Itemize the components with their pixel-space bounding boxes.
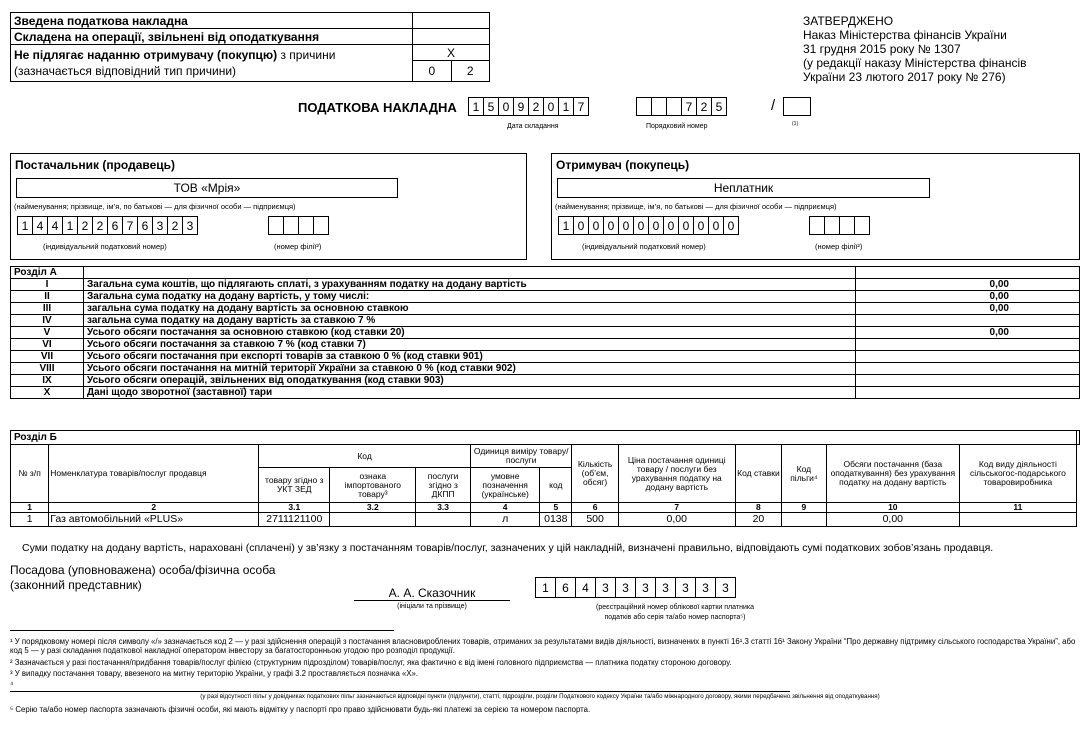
supplier-ipn-digit[interactable]: 7 bbox=[122, 216, 138, 235]
section-a-row-text: Загальна сума коштів, що підлягають сплаті, з урахуванням податку на додану вартість bbox=[84, 279, 856, 291]
footnote-4-mark: ⁴ bbox=[10, 680, 14, 689]
caption-line: (реєстраційний номер облікової картки платника bbox=[596, 604, 754, 611]
goods-cell-activity[interactable] bbox=[959, 513, 1076, 527]
number-digit-cell[interactable] bbox=[666, 97, 682, 116]
col-rate-header: Код ставки bbox=[735, 445, 782, 503]
signatory-id-digit[interactable]: 3 bbox=[615, 577, 636, 598]
signatory-id-digit[interactable]: 4 bbox=[575, 577, 596, 598]
section-a-row-num: IX bbox=[11, 375, 84, 387]
number-slash: / bbox=[771, 97, 776, 114]
col-unit-header: Одиниця виміру товару/послуги bbox=[471, 445, 572, 468]
reason-digit-2[interactable]: 2 bbox=[451, 61, 489, 82]
spacer bbox=[1076, 445, 1079, 503]
section-a-row-value[interactable] bbox=[856, 387, 1080, 399]
footnote-3: ³ У випадку постачання товару, ввезеного на митну територію України, у графі 3.2 проставляється позначка «Х». bbox=[10, 669, 419, 678]
buyer-ipn-digit[interactable]: 0 bbox=[648, 216, 664, 235]
footnote-divider bbox=[10, 630, 394, 631]
goods-cell-uktzed[interactable]: 2711121100 bbox=[259, 513, 330, 527]
supplier-ipn-caption: (індивідуальний податковий номер) bbox=[43, 242, 167, 251]
signatory-id-digit[interactable]: 3 bbox=[635, 577, 656, 598]
section-a-row-num: X bbox=[11, 387, 84, 399]
section-a-row bbox=[11, 327, 1080, 339]
goods-cell-unit-code[interactable]: 0138 bbox=[540, 513, 572, 527]
section-a-row-value[interactable] bbox=[856, 339, 1080, 351]
section-a-row-value[interactable] bbox=[856, 363, 1080, 375]
branch-cell[interactable] bbox=[283, 216, 299, 235]
statement-text: Суми податку на додану вартість, нараховані (сплачені) у зв’язку з постачанням товарів/послуг, зазначених у цій накладній, визначені правильно, відповідають сумі податкових зобов’язань продавця. bbox=[22, 542, 994, 554]
col-uktzed-header: товару згідно з УКТ ЗЕД bbox=[259, 468, 330, 503]
number-footnote-mark: (1) bbox=[792, 121, 799, 127]
section-a-row-num: II bbox=[11, 291, 84, 303]
section-a-row bbox=[11, 363, 1080, 375]
section-b-title-blank bbox=[1076, 431, 1079, 445]
section-a-row bbox=[11, 303, 1080, 315]
col-activity-header: Код виду діяльності сільськогос-подарського товаровиробника bbox=[959, 445, 1076, 503]
col-benefit-header: Код пільги⁴ bbox=[782, 445, 826, 503]
signatory-name-caption: (ініціали та прізвище) bbox=[397, 603, 467, 610]
number-suffix-cell[interactable] bbox=[783, 97, 811, 116]
number-digit-cell[interactable]: 5 bbox=[711, 97, 727, 116]
column-number: 7 bbox=[618, 503, 735, 513]
date-digit-cell[interactable]: 0 bbox=[498, 97, 514, 116]
buyer-ipn-digit[interactable]: 0 bbox=[633, 216, 649, 235]
column-number: 2 bbox=[49, 503, 259, 513]
not-given-label: Не підлягає наданню отримувачу (покупцю) з причини (зазначається відповідний тип причини) bbox=[11, 45, 413, 82]
col-num-header: № з/п bbox=[11, 445, 49, 503]
column-number: 9 bbox=[782, 503, 826, 513]
consolidated-label: Зведена податкова накладна bbox=[11, 13, 413, 29]
section-a-header-blank bbox=[856, 267, 1080, 279]
section-a-row-value[interactable] bbox=[856, 351, 1080, 363]
signatory-id-digit[interactable]: 3 bbox=[595, 577, 616, 598]
column-number: 3.3 bbox=[416, 503, 471, 513]
branch-cell[interactable] bbox=[854, 216, 870, 235]
col-qty-header: Кількість (об’єм, обсяг) bbox=[572, 445, 619, 503]
consolidated-mark[interactable] bbox=[413, 13, 490, 29]
exempt-mark[interactable] bbox=[413, 29, 490, 45]
number-digit-cell[interactable] bbox=[636, 97, 652, 116]
approval-line: ЗАТВЕРДЖЕНО bbox=[803, 14, 894, 28]
col-unit-code-header: код bbox=[540, 468, 572, 503]
footnote-4-line bbox=[10, 691, 790, 692]
section-a-row bbox=[11, 315, 1080, 327]
section-b-title: Розділ Б bbox=[11, 431, 1077, 445]
supplier-ipn-digit[interactable]: 2 bbox=[92, 216, 108, 235]
supplier-ipn-digit[interactable]: 1 bbox=[17, 216, 33, 235]
column-number: 8 bbox=[735, 503, 782, 513]
supplier-name-caption: (найменування; прізвище, ім’я, по батькові — для фізичної особи — підприємця) bbox=[14, 202, 296, 211]
signatory-label bbox=[10, 563, 275, 593]
section-a-row bbox=[11, 351, 1080, 363]
not-given-mark[interactable]: X bbox=[413, 45, 490, 61]
section-a-row-text: Усього обсяги постачання за ставкою 7 % (код ставки 7) bbox=[84, 339, 856, 351]
section-a-row-text: Усього обсяги постачання за основною ставкою (код ставки 20) bbox=[84, 327, 856, 339]
date-digit-cell[interactable]: 1 bbox=[468, 97, 484, 116]
supplier-ipn-digit[interactable]: 1 bbox=[62, 216, 78, 235]
supplier-ipn-digit[interactable]: 3 bbox=[182, 216, 198, 235]
supplier-name[interactable]: ТОВ «Мрія» bbox=[16, 178, 398, 198]
invoice-title: ПОДАТКОВА НАКЛАДНА bbox=[298, 100, 457, 115]
section-a-row bbox=[11, 375, 1080, 387]
supplier-ipn-digit[interactable]: 3 bbox=[152, 216, 168, 235]
signatory-id-digit[interactable]: 1 bbox=[535, 577, 556, 598]
section-a-row-text: загальна сума податку на додану вартість за основною ставкою bbox=[84, 303, 856, 315]
section-a-row-value[interactable] bbox=[856, 375, 1080, 387]
column-number: 4 bbox=[471, 503, 540, 513]
goods-cell-n[interactable]: 1 bbox=[11, 513, 49, 527]
date-digit-cell[interactable]: 9 bbox=[513, 97, 529, 116]
footnote-4: (у разі відсутності пільг у довідниках податкових пільг зазначаються відповідні пункти (підпункти), статті, підрозділи, розділи Податкового кодексу України та/або міжнародного договору, якими передбачено звільнення від оподаткування) bbox=[200, 693, 880, 700]
buyer-ipn-caption: (індивідуальний податковий номер) bbox=[582, 242, 706, 251]
section-a-row-value[interactable]: 0,00 bbox=[856, 279, 1080, 291]
section-a-table bbox=[10, 266, 1080, 399]
signatory-name[interactable]: А. А. Сказочник bbox=[354, 586, 510, 601]
section-a-row-value[interactable]: 0,00 bbox=[856, 303, 1080, 315]
signatory-line: Посадова (уповноважена) особа/фізична особа bbox=[10, 563, 276, 577]
buyer-ipn-digit[interactable]: 0 bbox=[708, 216, 724, 235]
column-number: 5 bbox=[540, 503, 572, 513]
supplier-ipn-cells[interactable] bbox=[17, 216, 198, 235]
signatory-id-digit[interactable]: 6 bbox=[555, 577, 576, 598]
buyer-ipn-digit[interactable]: 0 bbox=[618, 216, 634, 235]
invoice-type-table bbox=[10, 12, 490, 82]
section-a-row bbox=[11, 387, 1080, 399]
date-digit-cell[interactable]: 1 bbox=[558, 97, 574, 116]
number-digit-cell[interactable]: 2 bbox=[696, 97, 712, 116]
number-suffix-cells[interactable] bbox=[783, 97, 811, 116]
section-a-row-text: Усього обсяги операцій, звільнених від оподаткування (код ставки 903) bbox=[84, 375, 856, 387]
branch-cell[interactable] bbox=[313, 216, 329, 235]
buyer-ipn-digit[interactable]: 0 bbox=[678, 216, 694, 235]
col-volume-header: Обсяги постачання (база оподаткування) без урахування податку на додану вартість bbox=[826, 445, 959, 503]
section-a-row-num: I bbox=[11, 279, 84, 291]
column-number: 1 bbox=[11, 503, 49, 513]
section-a-row-num: III bbox=[11, 303, 84, 315]
buyer-branch-cells[interactable] bbox=[809, 216, 870, 235]
col-name-header: Номенклатура товарів/послуг продавця bbox=[49, 445, 259, 503]
caption-line: податків або серія та/або номер паспорта⁵) bbox=[604, 614, 746, 621]
signatory-id-digit[interactable]: 3 bbox=[655, 577, 676, 598]
buyer-ipn-digit[interactable]: 0 bbox=[693, 216, 709, 235]
section-a-row-value[interactable]: 0,00 bbox=[856, 291, 1080, 303]
signatory-id-cells[interactable] bbox=[535, 577, 736, 598]
column-number: 3.2 bbox=[330, 503, 416, 513]
goods-cell-volume[interactable]: 0,00 bbox=[826, 513, 959, 527]
signatory-line: (законний представник) bbox=[10, 578, 142, 592]
goods-cell-price[interactable]: 0,00 bbox=[618, 513, 735, 527]
goods-row bbox=[11, 513, 1080, 527]
buyer-ipn-digit[interactable]: 0 bbox=[663, 216, 679, 235]
section-a-row-value[interactable] bbox=[856, 315, 1080, 327]
section-a-row-num: VII bbox=[11, 351, 84, 363]
supplier-ipn-digit[interactable]: 6 bbox=[137, 216, 153, 235]
goods-cell-qty[interactable]: 500 bbox=[572, 513, 619, 527]
approval-line: (у редакції наказу Міністерства фінансів bbox=[803, 56, 1027, 70]
section-a-row-text: Загальна сума податку на додану вартість, у тому числі: bbox=[84, 291, 856, 303]
signatory-id-caption bbox=[530, 603, 820, 623]
section-a-row-text: загальна сума податку на додану вартість за ставкою 7 % bbox=[84, 315, 856, 327]
goods-cell-import[interactable] bbox=[330, 513, 416, 527]
branch-cell[interactable] bbox=[268, 216, 284, 235]
date-digit-cell[interactable]: 7 bbox=[573, 97, 589, 116]
buyer-ipn-digit[interactable]: 1 bbox=[558, 216, 574, 235]
branch-cell[interactable] bbox=[839, 216, 855, 235]
column-number: 11 bbox=[959, 503, 1076, 513]
col-dkpp-header: послуги згідно з ДКПП bbox=[416, 468, 471, 503]
exempt-label: Складена на операції, звільнені від оподаткування bbox=[11, 29, 413, 45]
approval-line: Наказ Міністерства фінансів України bbox=[803, 28, 1007, 42]
supplier-ipn-digit[interactable]: 4 bbox=[47, 216, 63, 235]
col-unit-name-header: умовне позначення (українське) bbox=[471, 468, 540, 503]
reason-digit-1[interactable]: 0 bbox=[413, 61, 451, 82]
signatory-id-digit[interactable]: 3 bbox=[675, 577, 696, 598]
date-digit-cell[interactable]: 5 bbox=[483, 97, 499, 116]
section-a-row-value[interactable]: 0,00 bbox=[856, 327, 1080, 339]
section-a-row-num: VI bbox=[11, 339, 84, 351]
number-cells[interactable] bbox=[636, 97, 727, 116]
date-digit-cell[interactable]: 2 bbox=[528, 97, 544, 116]
goods-cell-benefit[interactable] bbox=[782, 513, 826, 527]
section-a-header-blank bbox=[84, 267, 856, 279]
supplier-ipn-digit[interactable]: 2 bbox=[77, 216, 93, 235]
buyer-name-caption: (найменування; прізвище, ім’я, по батькові — для фізичної особи — підприємця) bbox=[555, 202, 837, 211]
date-cells[interactable] bbox=[468, 97, 589, 116]
section-a-row-num: IV bbox=[11, 315, 84, 327]
approval-line: України 23 лютого 2017 року № 276) bbox=[803, 70, 1006, 84]
section-a-row bbox=[11, 339, 1080, 351]
branch-cell[interactable] bbox=[298, 216, 314, 235]
section-a-row-num: V bbox=[11, 327, 84, 339]
footnote-5: ⁵ Серію та/або номер паспорта зазначають фізичні особи, які мають відмітку у паспорті про право здійснювати будь-які платежі за серією та номером паспорта. bbox=[10, 705, 591, 714]
approval-line: 31 грудня 2015 року № 1307 bbox=[803, 42, 961, 56]
section-b-table bbox=[10, 430, 1080, 527]
col-price-header: Ціна постачання одиниці товару / послуги без урахування податку на додану вартість bbox=[618, 445, 735, 503]
goods-cell-unit[interactable]: л bbox=[471, 513, 540, 527]
col-import-header: ознака імпортованого товару³ bbox=[330, 468, 416, 503]
buyer-ipn-cells[interactable] bbox=[558, 216, 739, 235]
section-a-row-num: VIII bbox=[11, 363, 84, 375]
section-a-row-text: Усього обсяги постачання на митній території України за ставкою 0 % (код ставки 902) bbox=[84, 363, 856, 375]
branch-cell[interactable] bbox=[824, 216, 840, 235]
goods-cell-rate[interactable]: 20 bbox=[735, 513, 782, 527]
supplier-ipn-digit[interactable]: 4 bbox=[32, 216, 48, 235]
number-caption: Порядковий номер bbox=[646, 123, 708, 130]
buyer-box bbox=[551, 153, 1080, 260]
section-a-row bbox=[11, 279, 1080, 291]
number-digit-cell[interactable]: 7 bbox=[681, 97, 697, 116]
supplier-branch-caption: (номер філії²) bbox=[274, 242, 322, 251]
column-number: 3.1 bbox=[259, 503, 330, 513]
buyer-ipn-digit[interactable]: 0 bbox=[723, 216, 739, 235]
approval-block bbox=[803, 14, 1027, 84]
number-digit-cell[interactable] bbox=[651, 97, 667, 116]
buyer-name[interactable]: Неплатник bbox=[557, 178, 930, 198]
col-code-header: Код bbox=[259, 445, 471, 468]
buyer-branch-caption: (номер філії²) bbox=[815, 242, 863, 251]
supplier-box bbox=[10, 153, 527, 260]
signatory-id-digit[interactable]: 3 bbox=[715, 577, 736, 598]
buyer-ipn-digit[interactable]: 0 bbox=[573, 216, 589, 235]
signatory-id-digit[interactable]: 3 bbox=[695, 577, 716, 598]
section-a-row bbox=[11, 291, 1080, 303]
footnote-1: ¹ У порядковому номері після символу «/» зазначається код 2 — у разі здійснення операцій з постачання власновироблених товарів, отриманих за результатами видів діяльності, визначених в пункті 16¹.3 статті 16¹ Закону України “Про державну підтримку сільського господарства України”, або код 5 — у разі складання податкової накладної оператором інвестору за багатосторонньою угодою про розподіл продукції. bbox=[10, 637, 1076, 655]
section-a-row-text: Усього обсяги постачання при експорті товарів за ставкою 0 % (код ставки 901) bbox=[84, 351, 856, 363]
supplier-title: Постачальник (продавець) bbox=[15, 158, 176, 172]
buyer-title: Отримувач (покупець) bbox=[556, 158, 690, 172]
section-a-title: Розділ А bbox=[11, 267, 84, 279]
supplier-branch-cells[interactable] bbox=[268, 216, 329, 235]
supplier-ipn-digit[interactable]: 6 bbox=[107, 216, 123, 235]
buyer-ipn-digit[interactable]: 0 bbox=[588, 216, 604, 235]
buyer-ipn-digit[interactable]: 0 bbox=[603, 216, 619, 235]
column-number: 6 bbox=[572, 503, 619, 513]
date-digit-cell[interactable]: 0 bbox=[543, 97, 559, 116]
goods-cell-name[interactable]: Газ автомобільний «PLUS» bbox=[49, 513, 259, 527]
goods-cell-dkpp[interactable] bbox=[416, 513, 471, 527]
footnote-2: ² Зазначається у разі постачання/придбання товарів/послуг філією (структурним підрозділом) товарів/послуг, яка фактично є від імені головного підприємства — платника податку стороною договору. bbox=[10, 658, 732, 667]
column-number: 10 bbox=[826, 503, 959, 513]
supplier-ipn-digit[interactable]: 2 bbox=[167, 216, 183, 235]
date-caption: Дата складання bbox=[507, 123, 559, 130]
section-a-row-text: Дані щодо зворотної (заставної) тари bbox=[84, 387, 856, 399]
branch-cell[interactable] bbox=[809, 216, 825, 235]
